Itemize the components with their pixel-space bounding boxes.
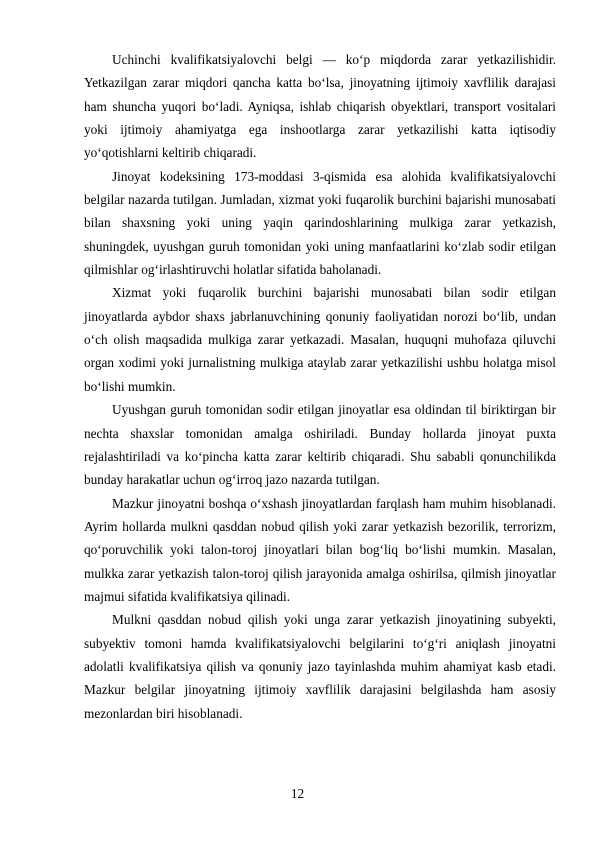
page-number: 12: [290, 786, 305, 801]
paragraph: Uyushgan guruh tomonidan sodir etilgan jinoyatlar esa oldindan til biriktirgan bir nechta shaxslar tomonidan amalga oshiriladi. Bunday hollarda jinoyat puxta rejalashtiriladi va ko‘pincha katta zarar keltirib chiqaradi. Shu sababli qonunchilikda bunday harakatlar uchun og‘irroq jazo nazarda tutilgan.: [84, 402, 556, 488]
paragraph: Xizmat yoki fuqarolik burchini bajarishi munosabati bilan sodir etilgan jinoyatlarda aybdor shaxs jabrlanuvchining qonuniy faoliyatidan norozi bo‘lib, undan o‘ch olish maqsadida mulkiga zarar yetkazadi. Masalan, huquqni muhofaza qiluvchi organ xodimi yoki jurnalistning mulkiga ataylab zarar yetkazilishi ushbu holatga misol bo‘lishi mumkin.: [84, 285, 556, 394]
paragraph: Jinoyat kodeksining 173-moddasi 3-qismida esa alohida kvalifikatsiyalovchi belgilar nazarda tutilgan. Jumladan, xizmat yoki fuqarolik burchini bajarishi munosabati bilan shaxsning yoki uning yaqin qarindoshlarining mulkiga zarar yetkazish, shuningdek, uyushgan guruh tomonidan yoki uning manfaatlarini ko‘zlab sodir etilgan qilmishlar og‘irlashtiruvchi holatlar sifatida baholanadi.: [84, 168, 556, 278]
paragraph: Mazkur jinoyatni boshqa o‘xshash jinoyatlardan farqlash ham muhim hisoblanadi. Ayrim hollarda mulkni qasddan nobud qilish yoki zarar yetkazish bezorilik, terrorizm, qo‘poruvchilik yoki talon-toroj jinoyatlari bilan bog‘liq bo‘lishi mumkin. Masalan, mulkka zarar yetkazish talon-toroj qilish jarayonida amalga oshirilsa, qilmish jinoyatlar majmui sifatida kvalifikatsiya qilinadi.: [84, 495, 556, 604]
paragraph: Mulkni qasddan nobud qilish yoki unga zarar yetkazish jinoyatining subyekti, subyektiv tomoni hamda kvalifikatsiyalovchi belgilarini to‘g‘ri aniqlash jinoyatni adolatli kvalifikatsiya qilish va qonuniy jazo tayinlashda muhim ahamiyat kasb etadi. Mazkur belgilar jinoyatning ijtimoiy xavflilik darajasini belgilashda ham asosiy mezonlardan biri hisoblanadi.: [84, 612, 556, 721]
paragraph: Uchinchi kvalifikatsiyalovchi belgi — ko‘p miqdorda zarar yetkazilishidir. Yetkazilgan zarar miqdori qancha katta bo‘lsa, jinoyatning ijtimoiy xavflilik darajasi ham shuncha yuqori bo‘ladi. Ayniqsa, ishlab chiqarish obyektlari, transport vositalari yoki ijtimoiy ahamiyatga ega inshootlarga zarar yetkazilishi katta iqtisodiy yo‘qotishlarni keltirib chiqaradi.: [84, 52, 556, 161]
body-text: [84, 48, 556, 725]
